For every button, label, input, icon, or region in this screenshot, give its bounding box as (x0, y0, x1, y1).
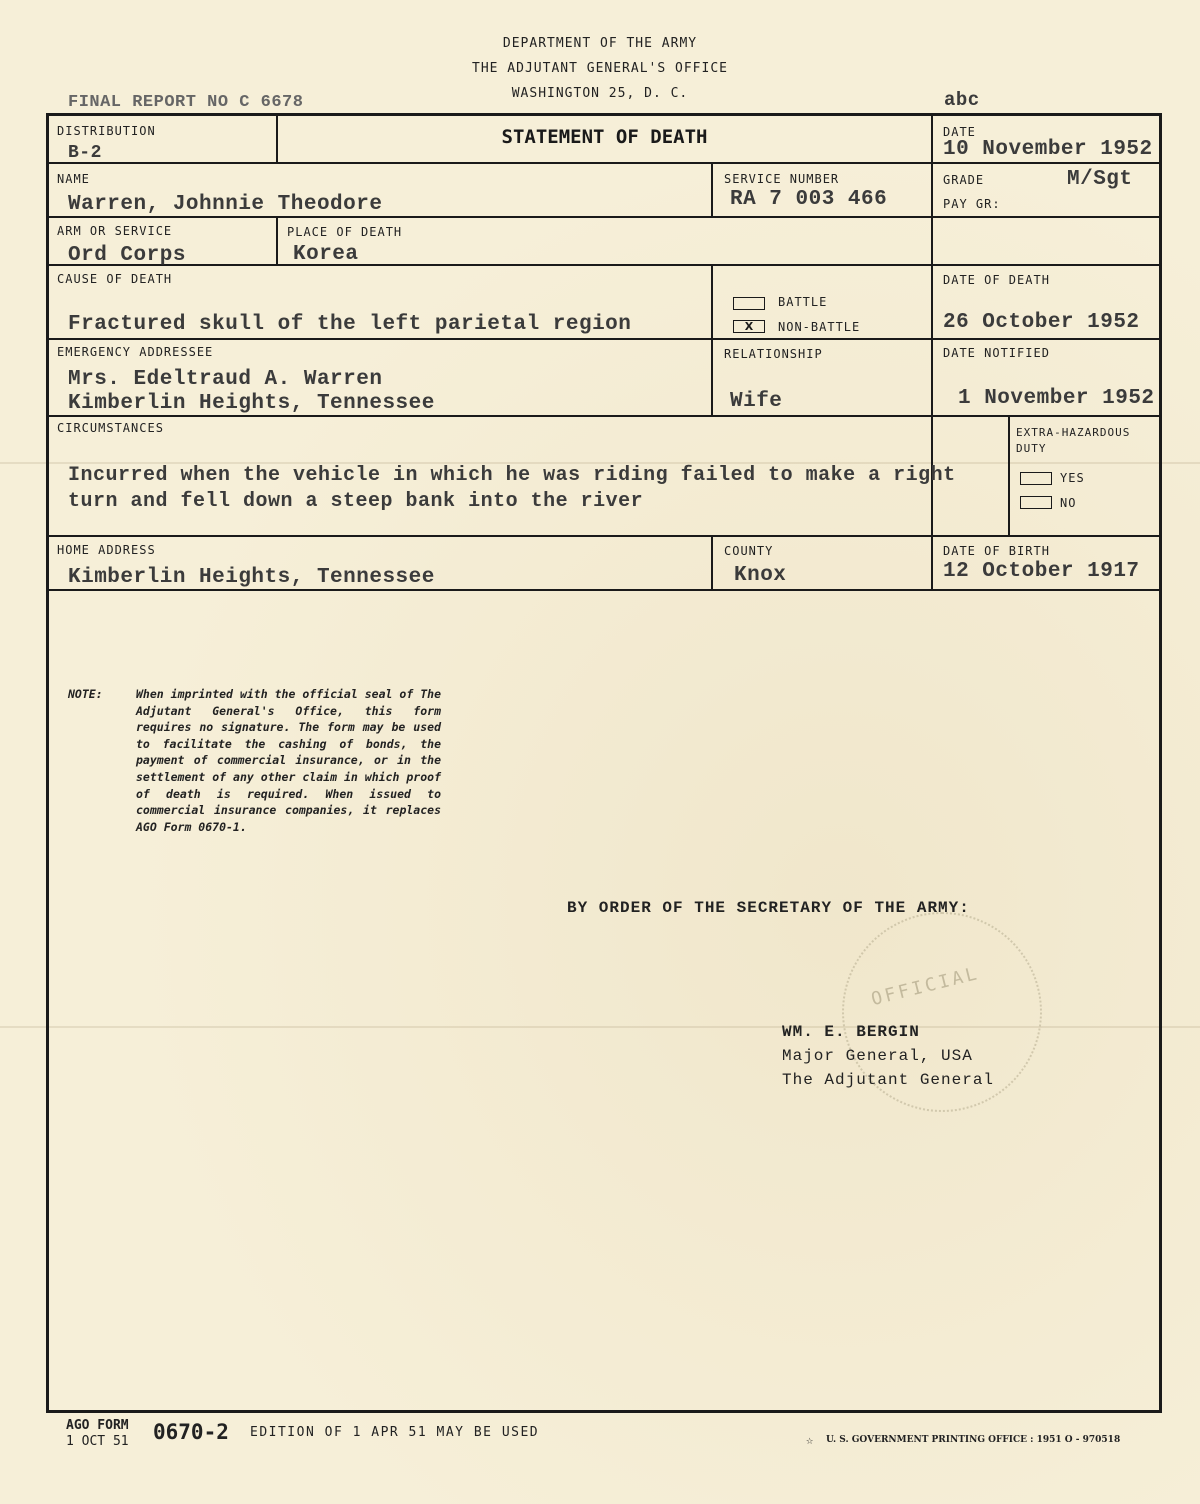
order-line: BY ORDER OF THE SECRETARY OF THE ARMY: (567, 899, 970, 917)
pay-grade-label: PAY GR: (943, 197, 1001, 211)
relationship-value: Wife (730, 390, 783, 413)
place-of-death-label: PLACE OF DEATH (287, 225, 403, 239)
distribution-value: B-2 (68, 143, 102, 163)
row-divider (46, 589, 1159, 591)
signatory-title: The Adjutant General (782, 1071, 995, 1089)
form-number: 0670-2 (153, 1420, 229, 1444)
circumstances-line-2: turn and fell down a steep bank into the river (68, 490, 644, 513)
grade-label: GRADE (943, 173, 985, 187)
printer-line: U. S. GOVERNMENT PRINTING OFFICE : 1951 O - 970518 (826, 1435, 1121, 1445)
col-divider (711, 162, 713, 217)
col-divider (711, 264, 713, 416)
circumstances-label: CIRCUMSTANCES (57, 421, 164, 435)
hazardous-no-checkbox[interactable] (1020, 496, 1052, 509)
circumstances-line-1: Incurred when the vehicle in which he was riding failed to make a right (68, 464, 956, 487)
ago-form-label: AGO FORM (66, 1418, 129, 1433)
note-text: When imprinted with the official seal of The Adjutant General's Office, this form requires no signature. The form may be used to facilitate the cashing of bonds, the payment of commercial insurance, or in the settlement of any other claim in which proof of death is required. When issued to commercial insurance companies, it replaces AGO Form 0670-1. (136, 687, 441, 834)
header-office: THE ADJUTANT GENERAL'S OFFICE (472, 61, 728, 76)
date-label: DATE (943, 125, 976, 139)
row-divider (46, 338, 1159, 340)
battle-checkbox[interactable] (733, 297, 765, 310)
service-number-label: SERVICE NUMBER (724, 172, 840, 186)
date-notified-value: 1 November 1952 (958, 387, 1155, 410)
seal-text: OFFICIAL (869, 962, 982, 1011)
form-title: STATEMENT OF DEATH (501, 126, 708, 148)
signatory-name: WM. E. BERGIN (782, 1023, 920, 1041)
home-address-value: Kimberlin Heights, Tennessee (68, 566, 435, 589)
extra-hazardous-duty-label: DUTY (1016, 442, 1047, 455)
corner-note: abc (944, 89, 980, 111)
date-value: 10 November 1952 (943, 138, 1153, 161)
non-battle-checkbox[interactable]: X (733, 320, 765, 333)
header-department: DEPARTMENT OF THE ARMY (502, 36, 698, 51)
extra-hazardous-label: EXTRA-HAZARDOUS (1016, 426, 1131, 439)
row-divider (46, 216, 1159, 218)
place-of-death-value: Korea (293, 243, 359, 266)
date-of-death-label: DATE OF DEATH (943, 273, 1050, 287)
emergency-addressee-label: EMERGENCY ADDRESSEE (57, 345, 214, 359)
row-divider (46, 535, 1159, 537)
date-of-death-value: 26 October 1952 (943, 311, 1140, 334)
county-value: Knox (734, 564, 787, 587)
date-of-birth-value: 12 October 1917 (943, 560, 1140, 583)
name-label: NAME (57, 172, 90, 186)
col-divider (711, 535, 713, 590)
header-city: WASHINGTON 25, D. C. (511, 86, 689, 101)
edition-note: EDITION OF 1 APR 51 MAY BE USED (250, 1425, 540, 1440)
star-icon: ☆ (806, 1433, 814, 1447)
emergency-addressee-name: Mrs. Edeltraud A. Warren (68, 368, 383, 391)
row-divider (46, 264, 1159, 266)
col-divider (1008, 415, 1010, 536)
home-address-label: HOME ADDRESS (57, 543, 156, 557)
hazardous-yes-checkbox[interactable] (1020, 472, 1052, 485)
date-of-birth-label: DATE OF BIRTH (943, 544, 1050, 558)
hazardous-yes-label: YES (1060, 471, 1085, 485)
arm-or-service-label: ARM OR SERVICE (57, 224, 173, 238)
arm-or-service-value: Ord Corps (68, 244, 186, 267)
note-label: NOTE: (68, 687, 103, 701)
grade-value: M/Sgt (1067, 168, 1133, 191)
signatory-rank: Major General, USA (782, 1047, 973, 1065)
col-divider (276, 216, 278, 265)
battle-label: BATTLE (778, 295, 828, 309)
row-divider (46, 162, 1159, 164)
report-number: FINAL REPORT NO C 6678 (68, 93, 304, 112)
service-number-value: RA 7 003 466 (730, 188, 888, 211)
date-notified-label: DATE NOTIFIED (943, 346, 1050, 360)
distribution-label: DISTRIBUTION (57, 124, 156, 138)
relationship-label: RELATIONSHIP (724, 347, 823, 361)
cause-of-death-label: CAUSE OF DEATH (57, 272, 173, 286)
hazardous-no-label: NO (1060, 496, 1077, 510)
form-date: 1 OCT 51 (66, 1434, 129, 1449)
non-battle-label: NON-BATTLE (778, 320, 861, 334)
cause-of-death-value: Fractured skull of the left parietal region (68, 313, 632, 336)
emergency-addressee-address: Kimberlin Heights, Tennessee (68, 392, 435, 415)
name-value: Warren, Johnnie Theodore (68, 193, 383, 216)
county-label: COUNTY (724, 544, 774, 558)
